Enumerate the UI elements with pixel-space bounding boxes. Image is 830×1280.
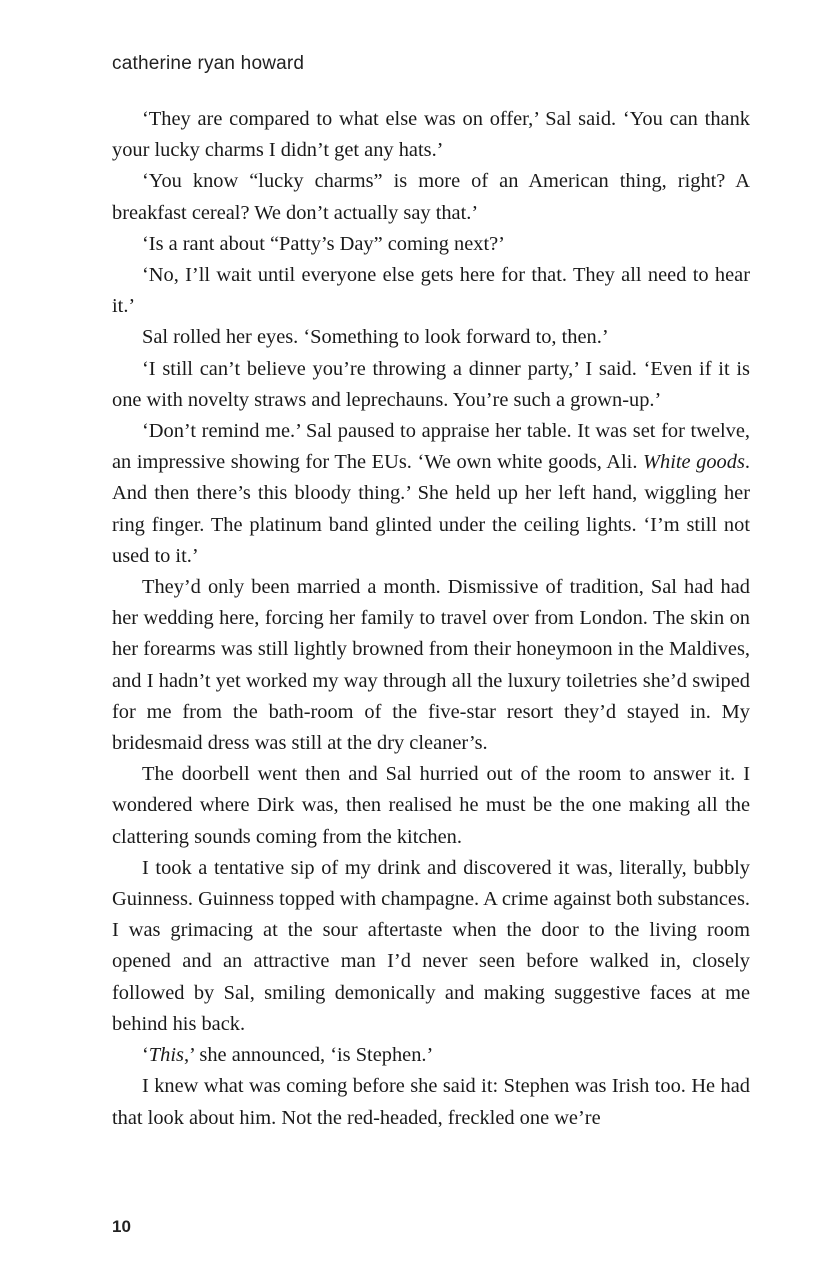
paragraph: ‘I still can’t believe you’re throwing a dinner party,’ I said. ‘Even if it is one with novelty straws and leprechauns. You’re such a grown-up.’: [112, 357, 750, 411]
text-run: ‘: [142, 1044, 149, 1067]
text-run: ‘Don’t remind me.’ Sal paused to appraise her table. It was set for twelve, an impressive showing for The EUs. ‘We own white goods, Ali.: [112, 420, 750, 474]
paragraph: I knew what was coming before she said it: Stephen was Irish too. He had that look about him. Not the red-headed, freckled one we’re: [112, 1075, 750, 1129]
paragraph: The doorbell went then and Sal hurried out of the room to answer it. I wondered where Dirk was, then realised he must be the one making all the clattering sounds coming from the kitchen.: [112, 763, 750, 848]
paragraph: ‘No, I’ll wait until everyone else gets here for that. They all need to hear it.’: [112, 264, 750, 318]
italic-text-run: This: [148, 1044, 184, 1067]
paragraph: ‘You know “lucky charms” is more of an American thing, right? A breakfast cereal? We don’t actually say that.’: [112, 170, 750, 224]
paragraph: I took a tentative sip of my drink and discovered it was, literally, bubbly Guinness. Guinness topped with champagne. A crime against both substances. I was grimacing at the sour aftertaste when the door to the living room opened and an attractive man I’d never seen before walked in, closely followed by Sal, smiling demonically and making suggestive faces at me behind his back.: [112, 856, 750, 1035]
page-number: 10: [112, 1217, 131, 1236]
italic-text-run: White goods: [643, 451, 745, 474]
paragraph: [112, 416, 750, 572]
running-head: catherine ryan howard: [112, 53, 305, 74]
paragraph: They’d only been married a month. Dismissive of tradition, Sal had had her wedding here, forcing her family to travel over from London. The skin on her forearms was still lightly browned from their honeymoon in the Maldives, and I hadn’t yet worked my way through all the luxury toiletries she’d swiped for me from the bath-room of the five-star resort they’d stayed in. My bridesmaid dress was still at the dry cleaner’s.: [112, 576, 750, 755]
paragraph: [112, 1040, 750, 1071]
paragraph: ‘Is a rant about “Patty’s Day” coming next?’: [142, 232, 505, 255]
paragraph: Sal rolled her eyes. ‘Something to look forward to, then.’: [142, 326, 609, 349]
body-text: [112, 104, 750, 1134]
text-run: . And then there’s this bloody thing.’ She held up her left hand, wiggling her ring finger. The platinum band glinted under the ceiling lights. ‘I’m still not used to it.’: [112, 451, 750, 567]
text-run: ,’ she announced, ‘is Stephen.’: [183, 1044, 434, 1067]
paragraph: ‘They are compared to what else was on offer,’ Sal said. ‘You can thank your lucky charms I didn’t get any hats.’: [112, 108, 750, 162]
